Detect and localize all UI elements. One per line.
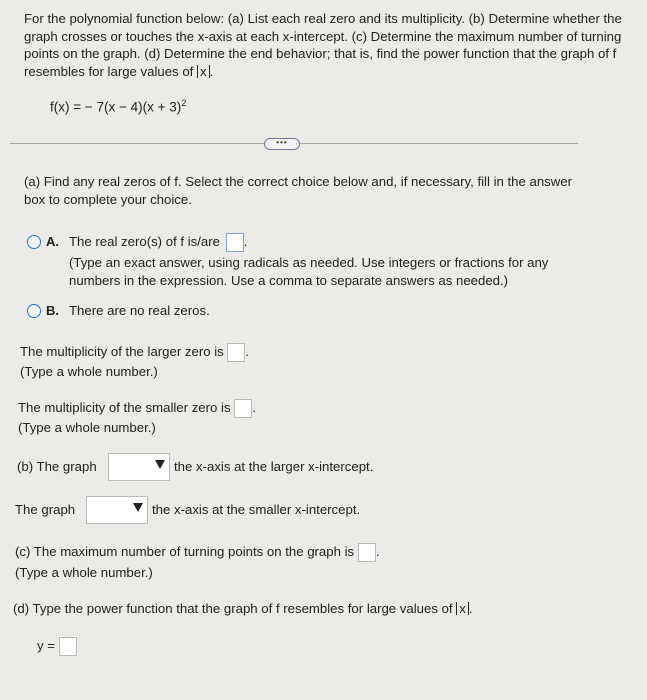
larger-zero-multiplicity [20,343,249,362]
option-a-radio[interactable] [27,235,41,249]
smaller-zero-period: . [252,400,256,415]
abs-x: x [197,65,210,78]
part-c-text: (c) The maximum number of turning points on the graph is [15,544,355,559]
smaller-zero-multiplicity [18,399,256,418]
function-expression [50,98,186,115]
larger-zero-input[interactable] [227,343,245,362]
function-lhs: f(x) = [50,99,85,115]
y-equals-label: y = [37,638,55,653]
larger-zero-text: The multiplicity of the larger zero is [20,344,224,359]
prompt-end: . [209,63,214,79]
function-exponent: 2 [181,98,187,108]
larger-zero-hint: (Type a whole number.) [20,364,158,379]
part-b-after-2: the x-axis at the smaller x-intercept. [152,502,361,517]
chevron-down-icon [133,503,143,512]
prompt-text: For the polynomial function below: (a) List each real zero and its multiplicity. (b) Determine whether the graph crosses or touches the x-axis at each x-intercept. (c) Determine the maximum number of turning points on the graph. (d) Determine the end behavior; that is, find the power function that the graph of f resembles for large values of [24,11,622,79]
part-c-hint: (Type a whole number.) [15,565,153,580]
option-a-letter: A. [46,234,59,249]
part-d-abs-x: x [456,602,469,615]
option-b-radio[interactable] [27,304,41,318]
real-zeros-input[interactable] [226,233,244,252]
smaller-intercept-dropdown[interactable] [86,496,148,524]
smaller-zero-hint: (Type a whole number.) [18,420,156,435]
smaller-zero-text: The multiplicity of the smaller zero is [18,400,231,415]
question-prompt [24,10,624,80]
option-a-statement [69,233,247,252]
larger-zero-period: . [245,344,250,359]
part-b-after-1: the x-axis at the larger x-intercept. [174,459,374,474]
part-b-label-2: The graph [15,502,76,517]
part-d-question [13,600,473,618]
part-a-instruction: (a) Find any real zeros of f. Select the correct choice below and, if necessary, fill in the answer box to complete your choice. [24,174,573,207]
option-a-period: . [243,234,248,249]
turning-points-input[interactable] [358,543,376,562]
chevron-down-icon [155,460,165,469]
power-function-input[interactable] [59,637,77,656]
smaller-zero-input[interactable] [234,399,252,418]
option-a-hint: (Type an exact answer, using radicals as needed. Use integers or fractions for any numbers in the expression. Use a comma to separate answers as needed.) [69,255,549,288]
option-b-text: There are no real zeros. [69,303,210,318]
larger-intercept-dropdown[interactable] [108,453,170,481]
part-c-question [15,543,379,562]
part-c-period: . [375,544,380,559]
option-b-letter: B. [46,303,59,318]
function-rhs: − 7(x − 4)(x + 3) [84,99,182,115]
more-button[interactable]: ••• [264,138,300,150]
part-d-text: (d) Type the power function that the graph of f resembles for large values of [13,601,453,616]
part-b-label-1: (b) The graph [17,459,97,474]
part-d-end: . [468,601,473,616]
power-function-answer [37,637,77,656]
option-a-text: The real zero(s) of f is/are [69,234,220,249]
